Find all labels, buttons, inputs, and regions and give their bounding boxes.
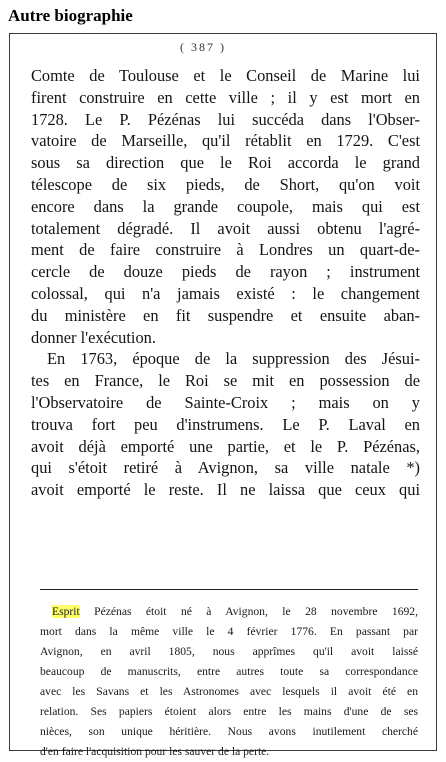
text-line: En 1763, époque de la suppression des Jésui-: [47, 349, 420, 369]
text-line: trouva fort peu d'instrumens. Le P. Laval en: [31, 414, 420, 434]
text-line: totalement dégradé. Il avoit aussi obtenu l'agré-: [31, 218, 420, 238]
text-line: qui s'étoit retiré à Avignon, sa ville natale *): [31, 458, 420, 478]
page-heading: Autre biographie: [8, 6, 133, 25]
text-line: cercle de douze pieds de rayon ; instrument: [31, 262, 420, 282]
text-line: du ministère en fit suspendre et ensuite aban-: [31, 305, 420, 325]
footnote-line: beaucoup de manuscrits, entre autres toute sa correspondance: [40, 665, 418, 678]
text-line: encore dans la grande coupole, mais qui est: [31, 196, 420, 216]
text-line: sous sa direction que le Roi accorda le grand: [31, 153, 420, 173]
text-line: télescope de six pieds, de Short, qu'on voit: [31, 174, 420, 194]
footnote-line: Avignon, en avril 1805, nous apprîmes qu'il avoit laissé: [40, 645, 418, 658]
text-line: 1728. Le P. Pézénas lui succéda dans l'Obser-: [31, 109, 420, 129]
scanned-page: [9, 33, 437, 758]
footnote-divider: [40, 589, 418, 590]
footnote-line: [40, 602, 418, 622]
footnote-line: relation. Ses papiers étoient alors entre les mains d'une de ses: [40, 705, 418, 718]
text-line: Comte de Toulouse et le Conseil de Marine lui: [31, 66, 420, 85]
footnote-line: avec les Savans et les Astronomes avec lesquels il avoit été en: [40, 685, 418, 698]
main-text: [31, 65, 420, 501]
text-line: avoit déjà emporté une partie, et le P. Pézénas,: [31, 436, 420, 456]
text-line: donner l'exécution.: [31, 327, 156, 347]
text-line: l'Observatoire de Sainte-Croix ; mais on y: [31, 392, 420, 412]
text-line: tes en France, le Roi se mit en possession de: [31, 371, 420, 391]
footnote: [40, 602, 418, 762]
text-line: firent construire en cette ville ; il y est mort en: [31, 87, 420, 107]
footnote-line: nièces, son unique héritière. Nous avons inutilement cherché: [40, 725, 418, 738]
text-line: colossal, qui n'a jamais existé : le changement: [31, 283, 420, 303]
highlighted-word: Esprit: [52, 605, 80, 618]
footnote-line-text: Pézénas étoit né à Avignon, le 28 novembre 1692,: [79, 605, 418, 618]
text-line: vatoire de Marseille, qu'il rétablit en 1729. C'est: [31, 131, 420, 151]
text-line: avoit emporté le reste. Il ne laissa que ceux qui: [31, 480, 420, 500]
text-line: ment de faire construire à Londres un quart-de-: [31, 240, 420, 260]
footnote-line: mort dans la même ville le 4 février 1776. En passant par: [40, 625, 418, 638]
page-number: ( 387 ): [180, 40, 226, 54]
footnote-line: d'en faire l'acquisition pour les sauver de la perte.: [40, 745, 270, 758]
